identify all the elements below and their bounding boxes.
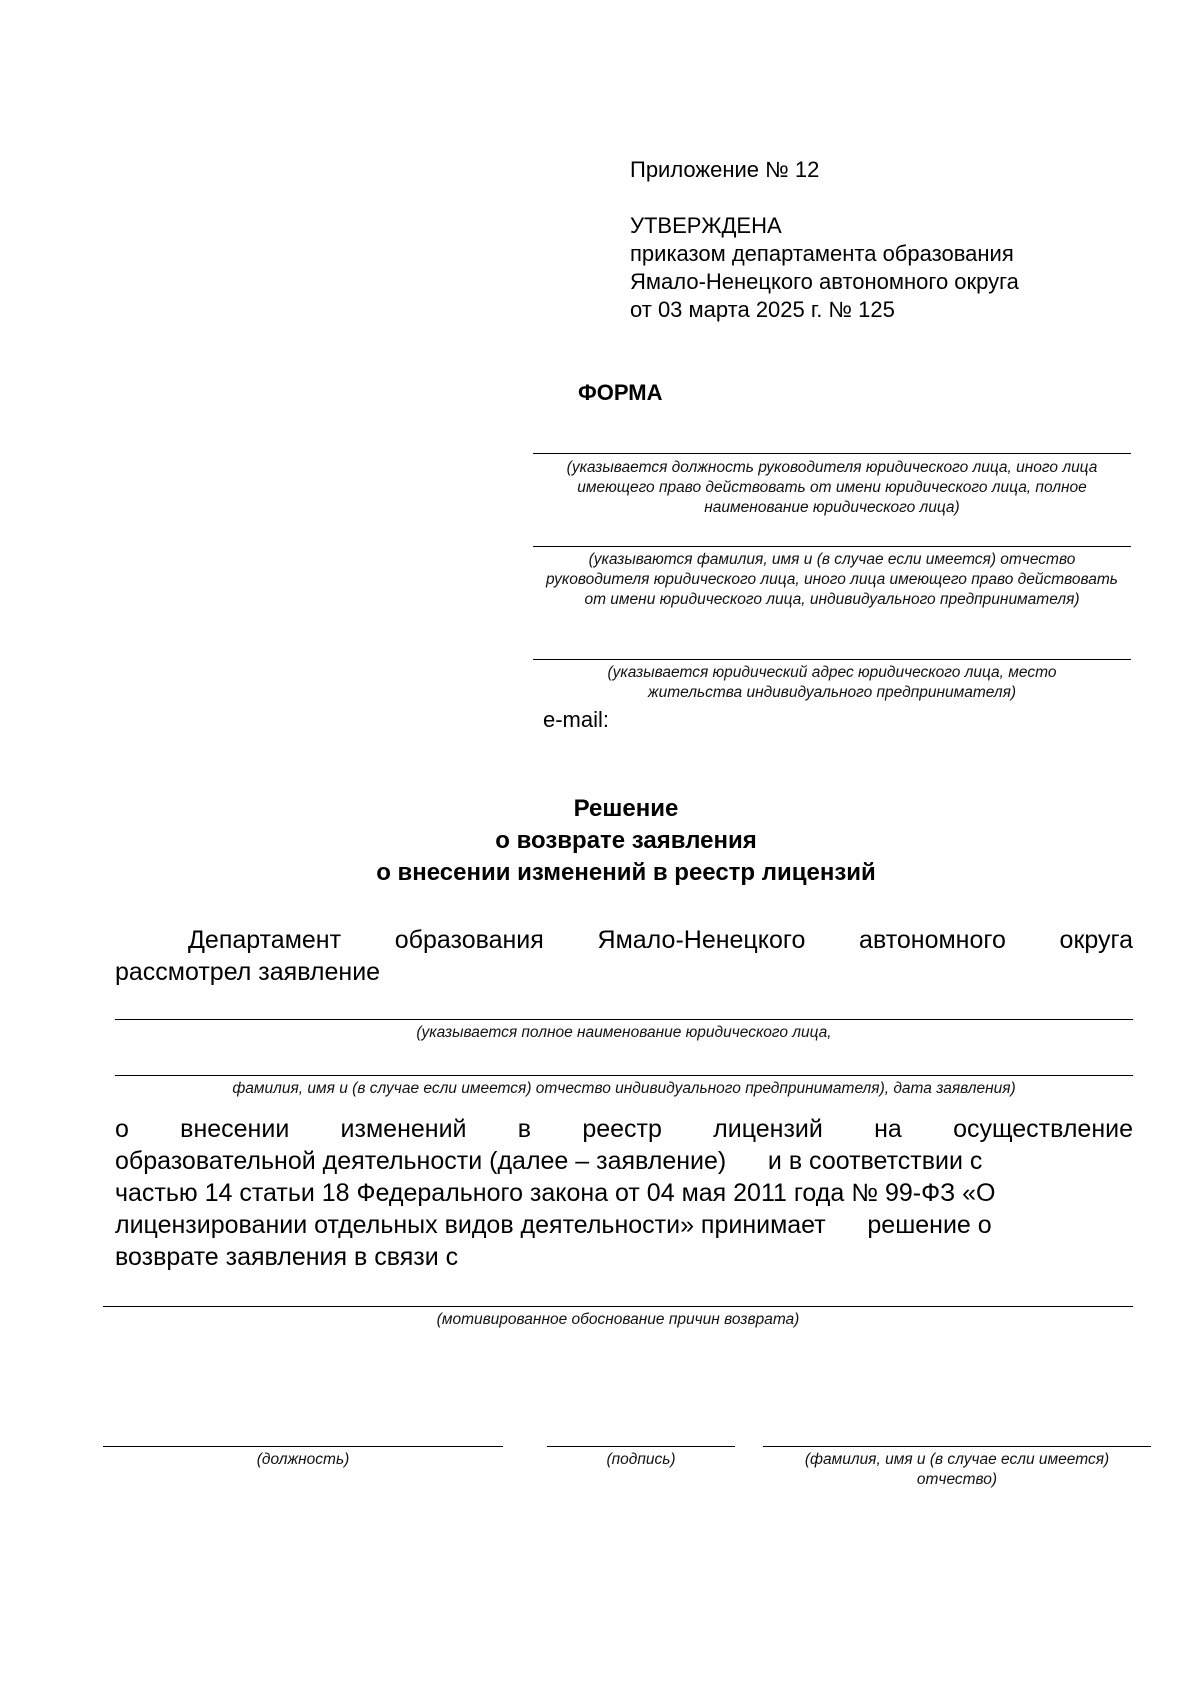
paragraph-line-2: образовательной деятельности (далее – заявление) и в соответствии с [115, 1147, 983, 1175]
approved-label: УТВЕРЖДЕНА [630, 213, 782, 238]
reason-caption: (мотивированное обоснование причин возврата) [436, 1311, 800, 1328]
signature-caption: (подпись) [606, 1451, 676, 1468]
signature-line [547, 1446, 735, 1447]
paragraph-line-4: лицензировании отдельных видов деятельности» принимает решение о [115, 1211, 992, 1239]
addressee-position-caption: (указывается должность руководителя юридического лица, иного лица имеющего право действовать от имени юридического лица, полное наименование юридического лица) [566, 459, 1098, 516]
addressee-address-line [533, 659, 1131, 660]
intro-line-2: рассмотрел заявление [115, 958, 381, 986]
applicant-caption-2: фамилия, имя и (в случае если имеется) отчество индивидуального предпринимателя), дата заявления) [232, 1080, 1016, 1097]
paragraph-line-1: о внесении изменений в реестр лицензий на осуществление [115, 1115, 1133, 1143]
addressee-name-caption: (указываются фамилия, имя и (в случае если имеется) отчество руководителя юридического лица, иного лица имеющего право действовать от имени юридического лица, индивидуального предпринимателя) [546, 551, 1118, 608]
paragraph-line-3: частью 14 статьи 18 Федерального закона от 04 мая 2011 года № 99-ФЗ «О [115, 1179, 996, 1207]
order-line-1: приказом департамента образования [630, 241, 1014, 266]
order-line-3: от 03 марта 2025 г. № 125 [630, 297, 895, 322]
applicant-name-line [115, 1019, 1133, 1020]
order-line-2: Ямало-Ненецкого автономного округа [630, 269, 1019, 294]
reason-line [103, 1306, 1133, 1307]
addressee-address-caption: (указывается юридический адрес юридического лица, место жительства индивидуального предпринимателя) [607, 664, 1057, 701]
signature-name-line [763, 1446, 1151, 1447]
signature-position-line [103, 1446, 503, 1447]
form-label: ФОРМА [578, 380, 663, 405]
appendix-number: Приложение № 12 [630, 157, 820, 182]
applicant-details-line [115, 1075, 1133, 1076]
paragraph-line-5: возврате заявления в связи с [115, 1243, 459, 1271]
addressee-name-line [533, 546, 1131, 547]
intro-line-1: Департамент образования Ямало-Ненецкого автономного округа [188, 926, 1133, 954]
document-title-line-3: о внесении изменений в реестр лицензий [376, 859, 876, 886]
signature-name-caption: (фамилия, имя и (в случае если имеется) отчество) [804, 1451, 1110, 1488]
signature-position-caption: (должность) [256, 1451, 350, 1468]
document-title-line-1: Решение [573, 795, 679, 822]
email-label: e-mail: [543, 707, 610, 732]
applicant-caption-1: (указывается полное наименование юридического лица, [416, 1024, 832, 1041]
addressee-position-line [533, 453, 1131, 454]
document-title-line-2: о возврате заявления [495, 827, 757, 854]
